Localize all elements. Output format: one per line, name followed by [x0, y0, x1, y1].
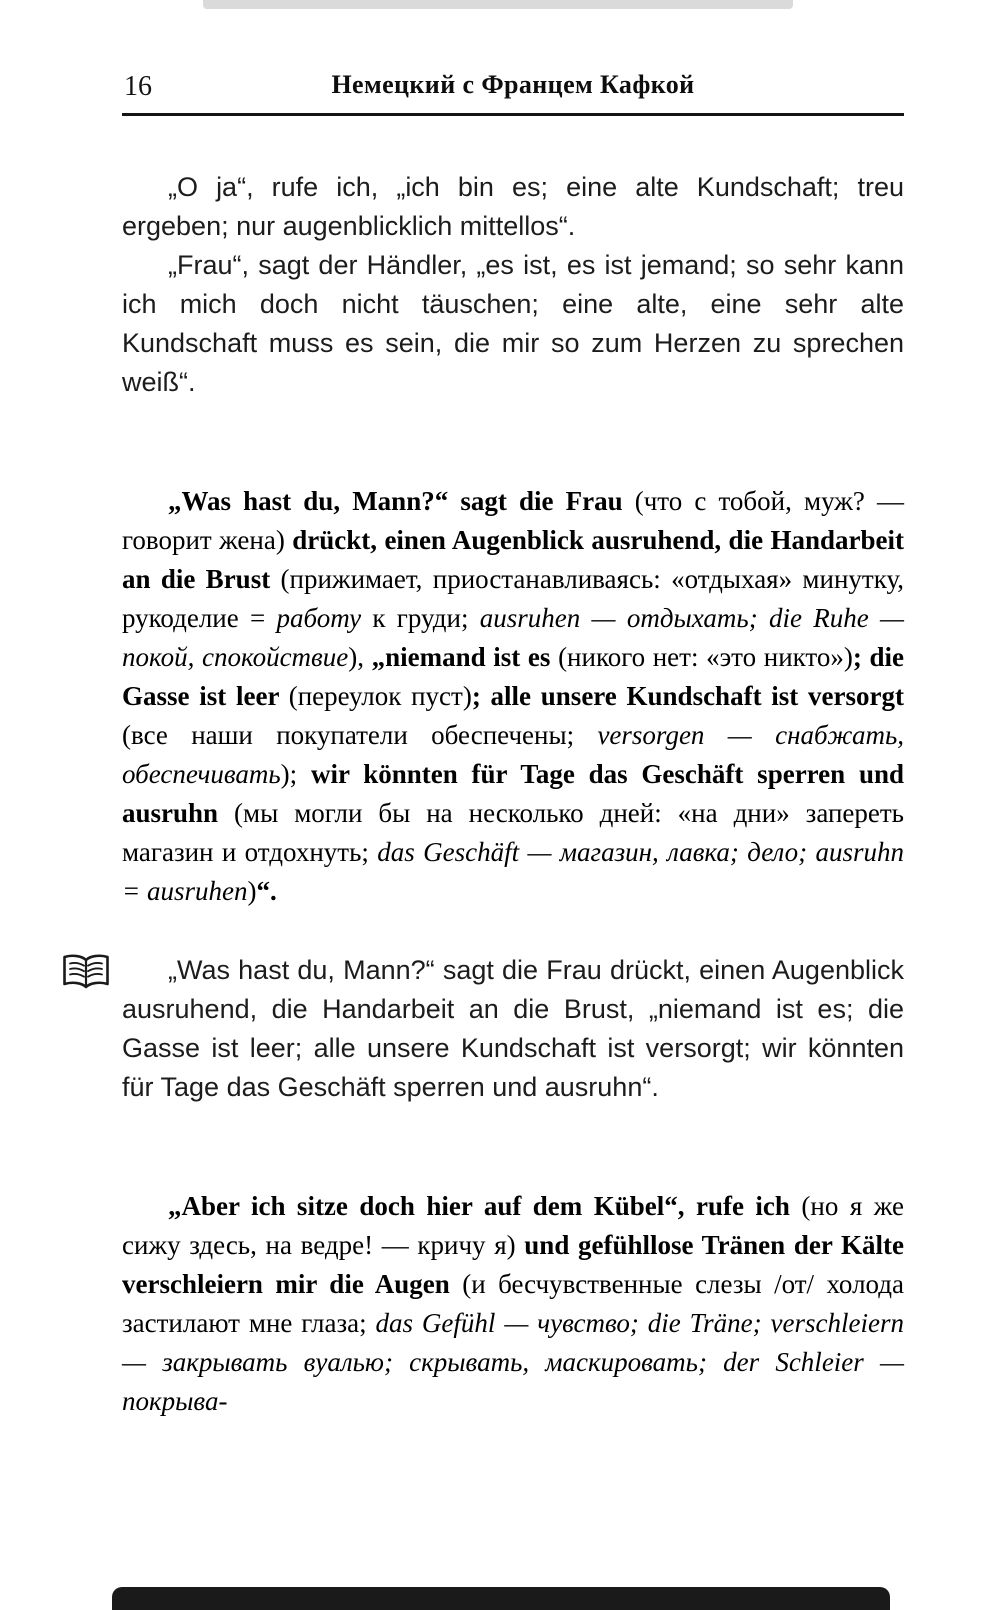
text-segment: drückt, einen Augenblick ausruhend, die Handarbeit an die Brust	[122, 525, 904, 594]
text-segment: (и бесчувственные слезы /от/ холода застилают мне глаза;	[122, 1269, 904, 1338]
text-segment: работу	[276, 603, 362, 633]
text-segment: das Geschäft — магазин, лавка; дело; ausruhn = ausruhen	[122, 837, 904, 906]
page-header	[122, 70, 904, 102]
text-segment: ; alle unsere Kundschaft ist versorgt	[471, 681, 904, 711]
text-segment: )	[247, 876, 257, 906]
text-segment: (все наши покупатели обеспечены;	[122, 720, 598, 750]
text-segment: „Was hast du, Mann?“ sagt die Frau	[168, 486, 635, 516]
text-segment: );	[280, 759, 311, 789]
text-body	[122, 168, 904, 1421]
text-segment: versorgen — снабжать, обеспечивать	[122, 720, 904, 789]
text-segment: das Gefühl — чувство; die Träne; verschleiern — закрывать вуалью; скрывать, маскировать; der Schleier — покрыва-	[122, 1308, 904, 1416]
text-segment: „Aber ich sitze doch hier auf dem Kübel“, rufe ich	[168, 1191, 802, 1221]
text-segment: „niemand ist es	[371, 642, 559, 672]
header-rule	[122, 113, 904, 116]
text-segment: „Was hast du, Mann?“ sagt die Frau drückt, einen Augenblick ausruhend, die Handarbeit an die Brust, „niemand ist es; die Gasse ist leer; alle unsere Kundschaft ist versorgt; wir könnten für Tage das Geschäft sperren und ausruhn“.	[122, 955, 904, 1102]
german-dialog-paragraph-1	[122, 168, 904, 246]
text-segment: wir könnten für Tage das Geschäft sperren und ausruhn	[122, 759, 904, 828]
running-title: Немецкий с Францем Кафкой	[331, 70, 695, 99]
text-segment: “.	[256, 876, 277, 906]
text-segment: „O ja“, rufe ich, „ich bin es; eine alte Kundschaft; treu ergeben; nur augenblicklich mittellos“.	[122, 172, 904, 241]
text-segment: к груди;	[361, 603, 480, 633]
text-segment: (переулок пуст)	[288, 681, 472, 711]
text-segment: „Frau“, sagt der Händler, „es ist, es ist jemand; so sehr kann ich mich doch nicht täuschen; eine alte, eine sehr alte Kundschaft muss es sein, die mir so zum Herzen zu sprechen weiß“.	[122, 250, 904, 397]
text-segment: (что с тобой, муж? — говорит жена)	[122, 486, 904, 555]
scan-artifact-bottom	[112, 1587, 890, 1610]
text-segment: (никого нет: «это никто»)	[558, 642, 853, 672]
annotated-translation-paragraph-2	[122, 1187, 904, 1421]
text-segment: ausruhen — отдыхать; die Ruhe — покой, спокойствие	[122, 603, 905, 672]
text-segment: (но я же сижу здесь, на ведре! — кричу я)	[122, 1191, 904, 1260]
scan-artifact-top	[203, 0, 793, 9]
text-segment: (прижимает, приостанавливаясь: «отдыхая» минутку, рукоделие =	[122, 564, 904, 633]
plain-german-reading-paragraph	[122, 951, 904, 1107]
text-column	[122, 0, 904, 1421]
text-segment: ),	[348, 642, 372, 672]
text-segment: und gefühllose Tränen der Kälte verschleiern mir die Augen	[122, 1230, 904, 1299]
page-number: 16	[124, 71, 152, 102]
text-segment: ; die Gasse ist leer	[122, 642, 904, 711]
text-segment: (мы могли бы на несколько дней: «на дни» запереть магазин и отдохнуть;	[122, 798, 904, 867]
open-book-icon	[60, 953, 112, 991]
annotated-translation-paragraph-1	[122, 482, 904, 911]
german-dialog-paragraph-2	[122, 246, 904, 402]
